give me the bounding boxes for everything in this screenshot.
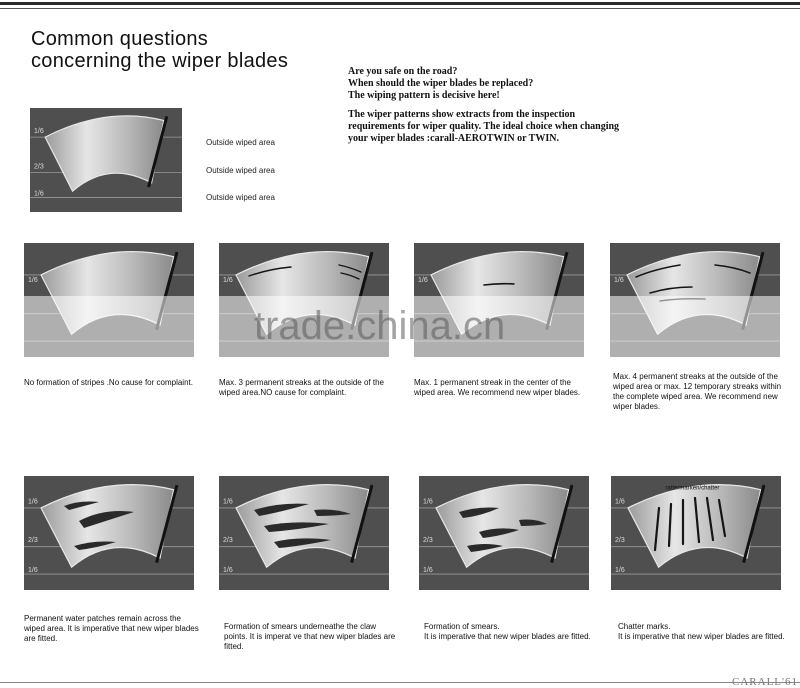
wiped-area (628, 485, 761, 568)
caption-7: Formation of smears. It is imperative that new wiper blades are fitted. (424, 622, 591, 641)
caption-2: Max. 3 permanent streaks at the outside of the wiped area.NO cause for complaint. (219, 378, 384, 397)
pattern-panel-8 (611, 476, 781, 590)
zone-label: 1/6 (615, 566, 625, 574)
watermark-band (0, 296, 800, 358)
caption-4: Max. 4 permanent streaks at the outside of the wiped area or max. 12 temporary streaks within the complete wiped area. We recommend new wiper blades. (613, 372, 782, 411)
zone-label: 1/6 (223, 566, 233, 574)
arc-label: rattermarken/chatter (665, 485, 720, 492)
zone-label: 1/6 (28, 566, 38, 574)
caption-1: No formation of stripes .No cause for complaint. (24, 378, 193, 387)
wiped-area-diagram (30, 108, 182, 212)
zone-label: 1/6 (614, 276, 624, 284)
outside-wiped-area-label-3: Outside wiped area (206, 193, 275, 202)
wiper-pattern-svg (30, 108, 182, 212)
page-title: Common questions concerning the wiper blades (31, 28, 289, 72)
pattern-panel-5 (24, 476, 194, 590)
zone-label: 2/3 (28, 537, 38, 545)
wiper-pattern-svg (419, 476, 589, 590)
intro-text (348, 66, 628, 145)
wiped-area (41, 485, 174, 568)
caption-5: Permanent water patches remain across the wiped area. It is imperative that new wiper blades are fitted. (24, 614, 199, 643)
zone-label: 2/3 (223, 537, 233, 545)
zone-label: 2/3 (423, 537, 433, 545)
zone-label: 2/3 (615, 537, 625, 545)
pattern-panel-6 (219, 476, 389, 590)
top-rule (0, 0, 800, 12)
zone-label: 1/6 (423, 498, 433, 506)
zone-label: 1/6 (34, 127, 44, 135)
wiper-pattern-svg (611, 476, 781, 590)
brand-mark: CARALL'61 (732, 676, 798, 688)
pattern-panel-7 (419, 476, 589, 590)
wiper-pattern-svg (219, 476, 389, 590)
caption-6: Formation of smears underneathe the claw points. It is imperat ve that new wiper blades are fitted. (224, 622, 396, 651)
caption-8: Chatter marks. It is imperative that new wiper blades are fitted. (618, 622, 785, 641)
zone-label: 1/6 (28, 498, 38, 506)
caption-3: Max. 1 permanent streak in the center of the wiped area. We recommend new wiper blades. (414, 378, 581, 397)
zone-label: 1/6 (423, 566, 433, 574)
zone-label: 1/6 (34, 190, 44, 198)
zone-label: 1/6 (418, 276, 428, 284)
outside-wiped-area-label-2: Outside wiped area (206, 166, 275, 175)
zone-label: 1/6 (223, 276, 233, 284)
zone-label: 1/6 (223, 498, 233, 506)
zone-label: 1/6 (28, 276, 38, 284)
zone-label: 1/6 (615, 498, 625, 506)
zone-label: 2/3 (34, 163, 44, 171)
outside-wiped-area-label-1: Outside wiped area (206, 138, 275, 147)
wiped-area (45, 116, 164, 191)
intro-questions: Are you safe on the road? When should the wiper blades be replaced? The wiping pattern is decisive here! (348, 66, 534, 101)
intro-body: The wiper patterns show extracts from the inspection requirements for wiper quality. The ideal choice when changing your wiper blades :carall-AEROTWIN or TWIN. (348, 109, 620, 144)
wiper-pattern-svg (24, 476, 194, 590)
bottom-rule (0, 682, 800, 683)
watermark-text: trade.china.cn (254, 304, 506, 348)
wiped-area (436, 485, 569, 568)
